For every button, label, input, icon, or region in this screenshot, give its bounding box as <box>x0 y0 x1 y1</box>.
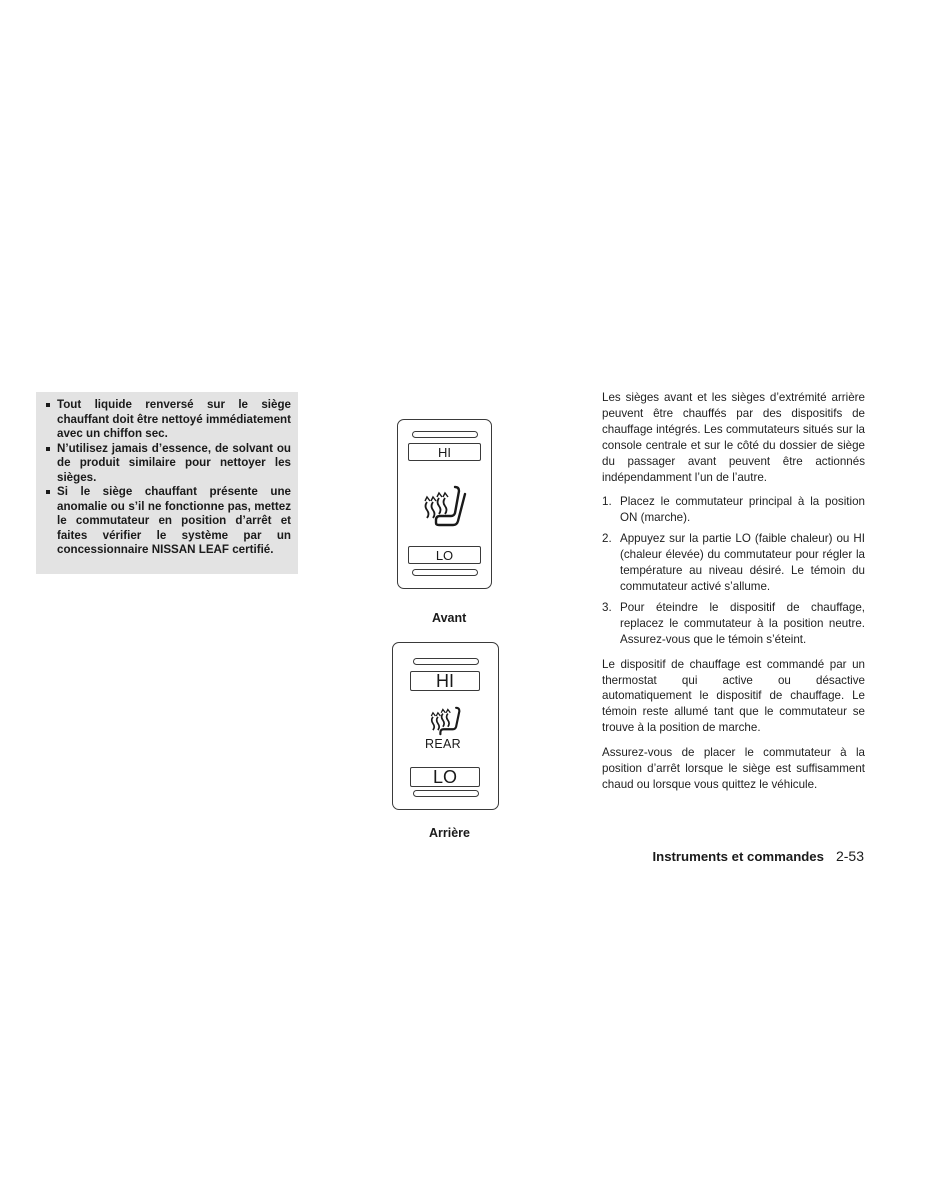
step-number: 1. <box>602 495 612 509</box>
switch-off-paragraph: Assurez-vous de placer le commutateur à la position d’arrêt lorsque le siège est suffisamment chaud ou lorsque vous quittez le véhicule. <box>602 746 865 791</box>
caution-item: Si le siège chauffant présente une anomalie ou s’il ne fonctionne pas, mettez le commutateur en position d’arrêt et faites vérifier le système par un concessionnaire NISSAN LEAF certifié. <box>42 485 291 558</box>
caution-item: Tout liquide renversé sur le siège chauffant doit être nettoyé immédiatement avec un chiffon sec. <box>42 398 291 442</box>
caution-list <box>42 398 291 558</box>
step-text: Pour éteindre le dispositif de chauffage, replacez le commutateur à la position neutre. Assurez-vous que le témoin s’éteint. <box>620 600 865 646</box>
section-title: Instruments et commandes <box>652 849 824 864</box>
rear-seat-heater-switch <box>392 642 499 810</box>
step-text: Placez le commutateur principal à la position ON (marche). <box>620 495 865 525</box>
steps-list <box>602 494 865 647</box>
lo-switch: LO <box>408 546 481 564</box>
step-number: 3. <box>602 600 612 614</box>
indicator-slot-bottom <box>412 569 478 576</box>
page-footer <box>652 848 864 864</box>
page-number: 2-53 <box>835 848 864 864</box>
indicator-slot-bottom <box>413 790 479 797</box>
caution-item: N’utilisez jamais d’essence, de solvant ou de produit similaire pour nettoyer les sièges. <box>42 442 291 486</box>
front-seat-heater-switch <box>397 419 492 589</box>
seat-heater-icon <box>422 482 468 528</box>
intro-paragraph: Les sièges avant et les sièges d’extrémité arrière peuvent être chauffés par des dispositifs de chauffage intégrés. Les commutateurs situés sur la console centrale et sur le côté du dossier de siège du passager avant peuvent être actionnés indépendamment l’un de l’autre. <box>602 391 865 484</box>
hi-switch: HI <box>410 671 480 691</box>
caution-box <box>36 392 298 574</box>
step-item <box>602 600 865 648</box>
lo-switch: LO <box>410 767 480 787</box>
hi-switch: HI <box>408 443 481 461</box>
step-item <box>602 494 865 526</box>
step-text: Appuyez sur la partie LO (faible chaleur) ou HI (chaleur élevée) du commutateur pour régler la température au niveau désiré. Le témoin du commutateur activé s’allume. <box>620 532 865 593</box>
indicator-slot-top <box>412 431 478 438</box>
rear-label: REAR <box>425 737 461 751</box>
body-text-column <box>602 390 865 802</box>
figure-caption-front: Avant <box>432 611 467 625</box>
seat-heater-icon <box>428 705 466 737</box>
figure-caption-rear: Arrière <box>429 826 470 840</box>
thermostat-paragraph: Le dispositif de chauffage est commandé par un thermostat qui active ou désactive automatiquement le dispositif de chauffage. Le témoin reste allumé tant que le commutateur se trouve à la position de marche. <box>602 657 865 735</box>
indicator-slot-top <box>413 658 479 665</box>
step-number: 2. <box>602 532 612 546</box>
step-item <box>602 531 865 595</box>
